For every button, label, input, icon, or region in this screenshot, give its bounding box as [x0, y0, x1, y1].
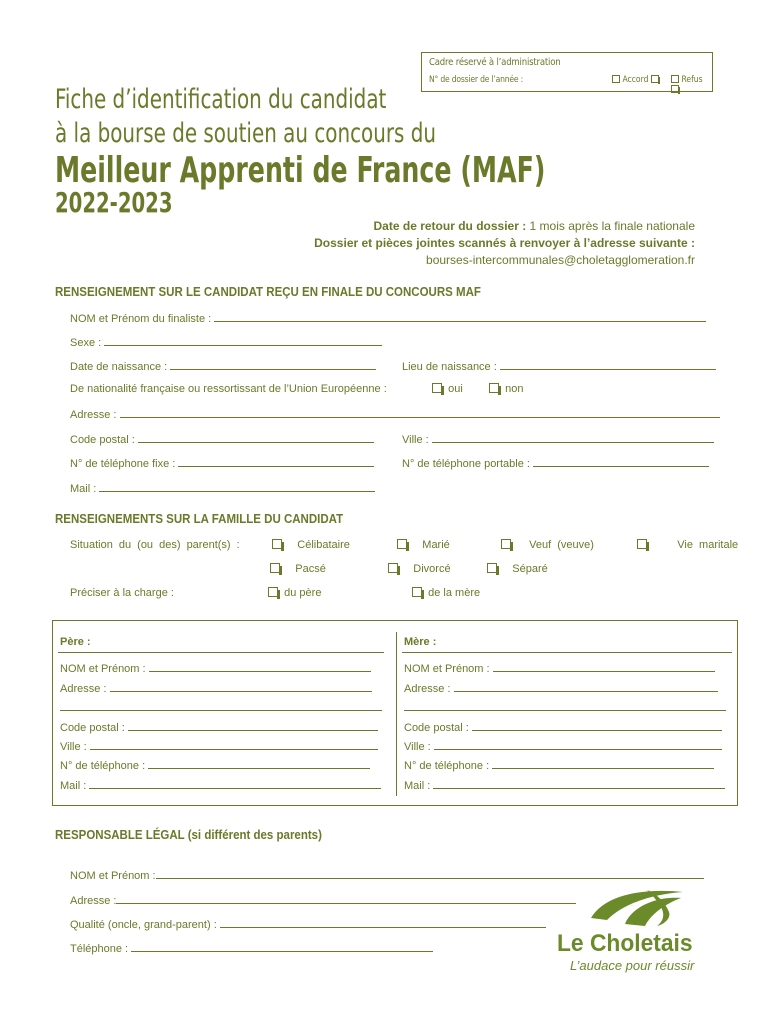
pere-city-row[interactable]: Ville : — [60, 739, 378, 753]
pere-heading: Père : — [60, 636, 91, 648]
pere-header-line — [58, 652, 384, 653]
option-divorce[interactable]: Divorcé — [388, 563, 451, 575]
admin-dossier-label: N° de dossier de l’année : — [429, 75, 524, 85]
pere-name-row[interactable]: NOM et Prénom : — [60, 661, 371, 675]
charge-label: Préciser à la charge : — [70, 587, 174, 599]
candidate-heading: RENSEIGNEMENT SUR LE CANDIDAT REÇU EN FINALE DU CONCOURS MAF — [55, 285, 481, 299]
pere-name-field[interactable] — [149, 661, 371, 672]
checkbox-icon[interactable] — [388, 563, 398, 573]
option-veuf[interactable]: Veuf (veuve) — [501, 539, 594, 551]
mere-city-field[interactable] — [434, 739, 722, 750]
checkbox-icon[interactable] — [432, 383, 442, 393]
checkbox-icon[interactable] — [412, 587, 422, 597]
legal-address-field[interactable] — [116, 893, 576, 904]
candidate-address-row[interactable]: Adresse : — [70, 407, 720, 421]
charge-pere[interactable]: du père — [268, 587, 321, 599]
legal-phone-row[interactable]: Téléphone : — [70, 941, 433, 955]
pere-address-row[interactable]: Adresse : — [60, 681, 372, 695]
checkbox-icon[interactable] — [501, 539, 511, 549]
title-line-1: Fiche d’identification du candidat — [55, 84, 387, 115]
mere-address-line-2[interactable] — [404, 700, 726, 711]
option-marie[interactable]: Marié — [397, 539, 450, 551]
legal-name-row[interactable]: NOM et Prénom : — [70, 868, 704, 882]
candidate-phone-mobile-row[interactable]: N° de téléphone portable : — [402, 456, 709, 470]
legal-heading: RESPONSABLE LÉGAL (si différent des parents) — [55, 828, 322, 842]
checkbox-icon[interactable] — [637, 539, 647, 549]
pere-postal-field[interactable] — [128, 720, 378, 731]
family-situation-label: Situation du (ou des) parent(s) : — [70, 539, 240, 551]
checkbox-icon — [612, 75, 620, 83]
return-email[interactable]: bourses-intercommunales@choletagglomeration.fr — [426, 253, 695, 267]
candidate-birth-place-row[interactable]: Lieu de naissance : — [402, 359, 716, 373]
legal-address-row[interactable]: Adresse : — [70, 893, 576, 907]
return-date-value: 1 mois après la finale nationale — [526, 219, 695, 233]
title-line-2: à la bourse de soutien au concours du — [55, 118, 437, 149]
option-pacse[interactable]: Pacsé — [270, 563, 326, 575]
return-docs-label: Dossier et pièces jointes scannés à renvoyer à l’adresse suivante : — [314, 236, 695, 250]
admin-accord[interactable]: Accord — [612, 75, 659, 85]
checkbox-icon[interactable] — [487, 563, 497, 573]
legal-phone-field[interactable] — [131, 941, 433, 952]
mere-phone-row[interactable]: N° de téléphone : — [404, 758, 714, 772]
legal-quality-field[interactable] — [220, 917, 546, 928]
logo-tagline: L’audace pour réussir — [570, 958, 695, 973]
candidate-name-field[interactable] — [214, 311, 706, 322]
checkbox-icon — [651, 75, 659, 83]
logo-name: Le Choletais — [557, 930, 693, 957]
candidate-phone-fixed-field[interactable] — [178, 456, 374, 467]
pere-city-field[interactable] — [90, 739, 378, 750]
checkbox-icon — [671, 85, 679, 93]
title-line-3: Meilleur Apprenti de France (MAF) — [55, 150, 546, 191]
pere-address-field[interactable] — [110, 681, 372, 692]
candidate-birth-date-field[interactable] — [170, 359, 376, 370]
option-celibataire[interactable]: Célibataire — [272, 539, 350, 551]
mere-name-field[interactable] — [493, 661, 715, 672]
checkbox-icon[interactable] — [268, 587, 278, 597]
mere-postal-field[interactable] — [472, 720, 722, 731]
mere-name-row[interactable]: NOM et Prénom : — [404, 661, 715, 675]
checkbox-icon — [671, 75, 679, 83]
nationality-non[interactable]: non — [489, 383, 523, 395]
pere-phone-row[interactable]: N° de téléphone : — [60, 758, 370, 772]
pere-mail-row[interactable]: Mail : — [60, 778, 381, 792]
candidate-phone-mobile-field[interactable] — [533, 456, 709, 467]
admin-title: Cadre réservé à l’administration — [429, 57, 561, 68]
nationality-oui[interactable]: oui — [432, 383, 463, 395]
legal-name-field[interactable] — [156, 868, 704, 879]
admin-refus[interactable]: Refus — [671, 75, 712, 95]
candidate-sexe-row[interactable]: Sexe : — [70, 335, 382, 349]
mere-city-row[interactable]: Ville : — [404, 739, 722, 753]
candidate-mail-field[interactable] — [99, 481, 375, 492]
admin-box — [421, 52, 713, 92]
choletais-logo-icon — [585, 886, 690, 932]
pere-address-line-2[interactable] — [60, 700, 382, 711]
title-year: 2022-2023 — [55, 186, 173, 219]
legal-quality-row[interactable]: Qualité (oncle, grand-parent) : — [70, 917, 546, 931]
candidate-birth-place-field[interactable] — [500, 359, 716, 370]
mere-heading: Mère : — [404, 636, 437, 648]
mere-postal-row[interactable]: Code postal : — [404, 720, 722, 734]
candidate-city-field[interactable] — [432, 432, 714, 443]
mere-address-field[interactable] — [454, 681, 718, 692]
candidate-name-row[interactable]: NOM et Prénom du finaliste : — [70, 311, 706, 325]
candidate-nationality-row: De nationalité française ou ressortissant de l’Union Européenne : — [70, 383, 387, 395]
candidate-city-row[interactable]: Ville : — [402, 432, 714, 446]
checkbox-icon[interactable] — [489, 383, 499, 393]
candidate-postal-field[interactable] — [138, 432, 374, 443]
checkbox-icon[interactable] — [270, 563, 280, 573]
mere-address-row[interactable]: Adresse : — [404, 681, 718, 695]
candidate-birth-date-row[interactable]: Date de naissance : — [70, 359, 376, 373]
charge-mere[interactable]: de la mère — [412, 587, 480, 599]
family-heading: RENSEIGNEMENTS SUR LA FAMILLE DU CANDIDAT — [55, 512, 344, 526]
option-separe[interactable]: Séparé — [487, 563, 548, 575]
mere-header-line — [402, 652, 732, 653]
parents-divider — [396, 632, 397, 796]
candidate-postal-row[interactable]: Code postal : — [70, 432, 374, 446]
candidate-sexe-field[interactable] — [104, 335, 382, 346]
mere-mail-row[interactable]: Mail : — [404, 778, 725, 792]
checkbox-icon[interactable] — [397, 539, 407, 549]
candidate-phone-fixed-row[interactable]: N° de téléphone fixe : — [70, 456, 374, 470]
mere-phone-field[interactable] — [492, 758, 714, 769]
pere-postal-row[interactable]: Code postal : — [60, 720, 378, 734]
candidate-mail-row[interactable]: Mail : — [70, 481, 375, 495]
pere-phone-field[interactable] — [148, 758, 370, 769]
checkbox-icon[interactable] — [272, 539, 282, 549]
option-vie-maritale[interactable]: Vie maritale — [637, 539, 738, 551]
return-date-label: Date de retour du dossier : — [373, 219, 527, 233]
pere-mail-field[interactable] — [89, 778, 381, 789]
mere-mail-field[interactable] — [433, 778, 725, 789]
candidate-address-field[interactable] — [120, 407, 720, 418]
return-info — [314, 218, 695, 269]
